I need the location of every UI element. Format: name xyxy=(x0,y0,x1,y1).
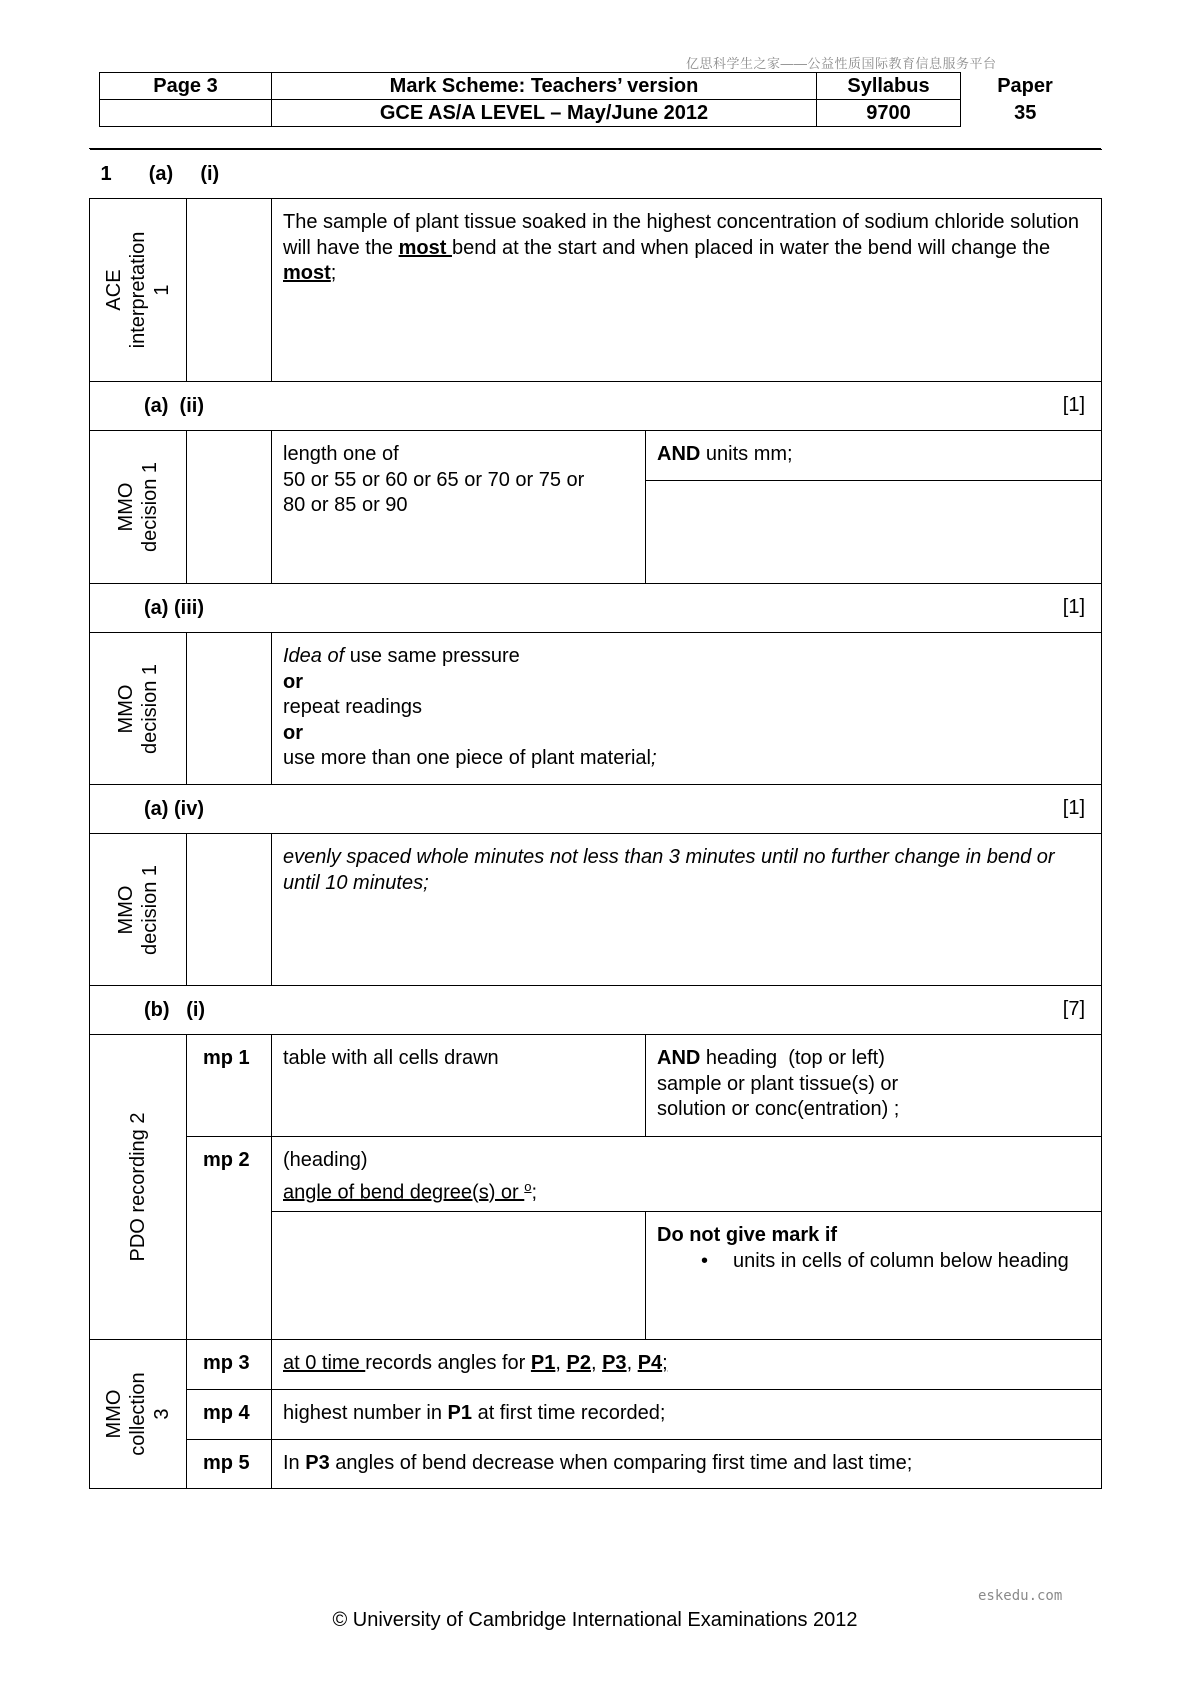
answer-left: table with all cells drawn xyxy=(272,1035,646,1137)
answer-left: length one of 50 or 55 or 60 or 65 or 70 or 75 or 80 or 85 or 90 xyxy=(272,431,646,584)
skill-label-mmo: MMO decision 1 xyxy=(90,431,187,584)
syllabus-code: 9700 xyxy=(817,100,961,127)
question-number: 1 xyxy=(100,162,112,185)
answer-cell: (heading) angle of bend degree(s) or $^o$; xyxy=(272,1137,1102,1212)
skill-label-mmo: MMO decision 1 xyxy=(90,633,187,785)
exam-session: GCE AS/A LEVEL – May/June 2012 xyxy=(272,100,817,127)
mp-label: mp 3 xyxy=(187,1340,272,1390)
answer-cell: The sample of plant tissue soaked in the highest concentration of sodium chloride solution will have the most bend at the start and when placed in water the bend will change the most; xyxy=(272,199,1102,382)
skill-label-mmo: MMO decision 1 xyxy=(90,834,187,986)
marks-label: [1] xyxy=(1062,797,1086,819)
marks-label: [7] xyxy=(1062,998,1086,1020)
section-label: (b) (i) xyxy=(144,998,206,1021)
mp-empty-cell xyxy=(187,431,272,584)
row-aiv xyxy=(90,834,1102,986)
section-header-aiv xyxy=(90,785,1102,834)
row-1ai xyxy=(90,199,1102,382)
answer-left-empty xyxy=(272,1212,646,1340)
watermark-bottom: eskedu.com xyxy=(978,1588,1063,1604)
answer-right: AND units mm; xyxy=(646,431,1102,481)
answer-right: AND heading (top or left) sample or plant tissue(s) or solution or conc(entration) ; xyxy=(646,1035,1102,1137)
document-title: Mark Scheme: Teachers’ version xyxy=(272,73,817,100)
row-aiii xyxy=(90,633,1102,785)
marks-label: [1] xyxy=(1062,596,1086,618)
mark-scheme-table xyxy=(89,149,1102,1489)
mp-label: mp 2 xyxy=(187,1137,272,1340)
section-header-bi xyxy=(90,986,1102,1035)
paper-code: 35 xyxy=(1014,102,1037,124)
section-header-1ai xyxy=(90,150,1102,199)
page-header xyxy=(99,72,1090,127)
watermark-top: 亿思科学生之家——公益性质国际教育信息服务平台 xyxy=(686,56,997,71)
skill-label-pdo: PDO recording 2 xyxy=(90,1035,187,1340)
row-mp3 xyxy=(90,1340,1102,1390)
section-header-aiii xyxy=(90,584,1102,633)
syllabus-label: Syllabus xyxy=(817,73,961,100)
answer-cell: evenly spaced whole minutes not less than 3 minutes until no further change in bend or until 10 minutes; xyxy=(272,834,1102,986)
answer-cell: highest number in P1 at first time recorded; xyxy=(272,1390,1102,1440)
page-number: Page 3 xyxy=(100,73,272,100)
copyright-footer: © University of Cambridge International Examinations 2012 xyxy=(332,1609,858,1631)
section-label: (a) (iii) xyxy=(144,596,204,619)
mp-label: mp 1 xyxy=(187,1035,272,1137)
do-not-give-note: Do not give mark if • units in cells of column below heading xyxy=(646,1212,1102,1340)
header-empty-cell xyxy=(100,100,272,127)
answer-cell: In P3 angles of bend decrease when comparing first time and last time; xyxy=(272,1440,1102,1489)
row-mp5 xyxy=(90,1440,1102,1489)
row-mp2 xyxy=(90,1137,1102,1212)
question-subpart: (i) xyxy=(200,162,220,185)
paper-label: Paper xyxy=(997,75,1053,97)
question-part: (a) xyxy=(148,162,174,185)
section-header-aii xyxy=(90,382,1102,431)
row-mp4 xyxy=(90,1390,1102,1440)
mp-empty-cell xyxy=(187,834,272,986)
answer-cell: at 0 time records angles for P1, P2, P3, P4; xyxy=(272,1340,1102,1390)
skill-label-mmo-collection: MMO collection 3 xyxy=(90,1340,187,1489)
row-aii-a xyxy=(90,431,1102,481)
marks-label: [1] xyxy=(1062,394,1086,416)
answer-right-empty xyxy=(646,481,1102,584)
section-label: (a) (ii) xyxy=(144,394,204,417)
mp-empty-cell xyxy=(187,199,272,382)
answer-cell: Idea of use same pressure or repeat readings or use more than one piece of plant material; xyxy=(272,633,1102,785)
row-mp1 xyxy=(90,1035,1102,1137)
mp-empty-cell xyxy=(187,633,272,785)
mp-label: mp 5 xyxy=(187,1440,272,1489)
section-label: (a) (iv) xyxy=(144,797,204,820)
skill-label-ace: ACE interpretation 1 xyxy=(90,199,187,382)
mp-label: mp 4 xyxy=(187,1390,272,1440)
